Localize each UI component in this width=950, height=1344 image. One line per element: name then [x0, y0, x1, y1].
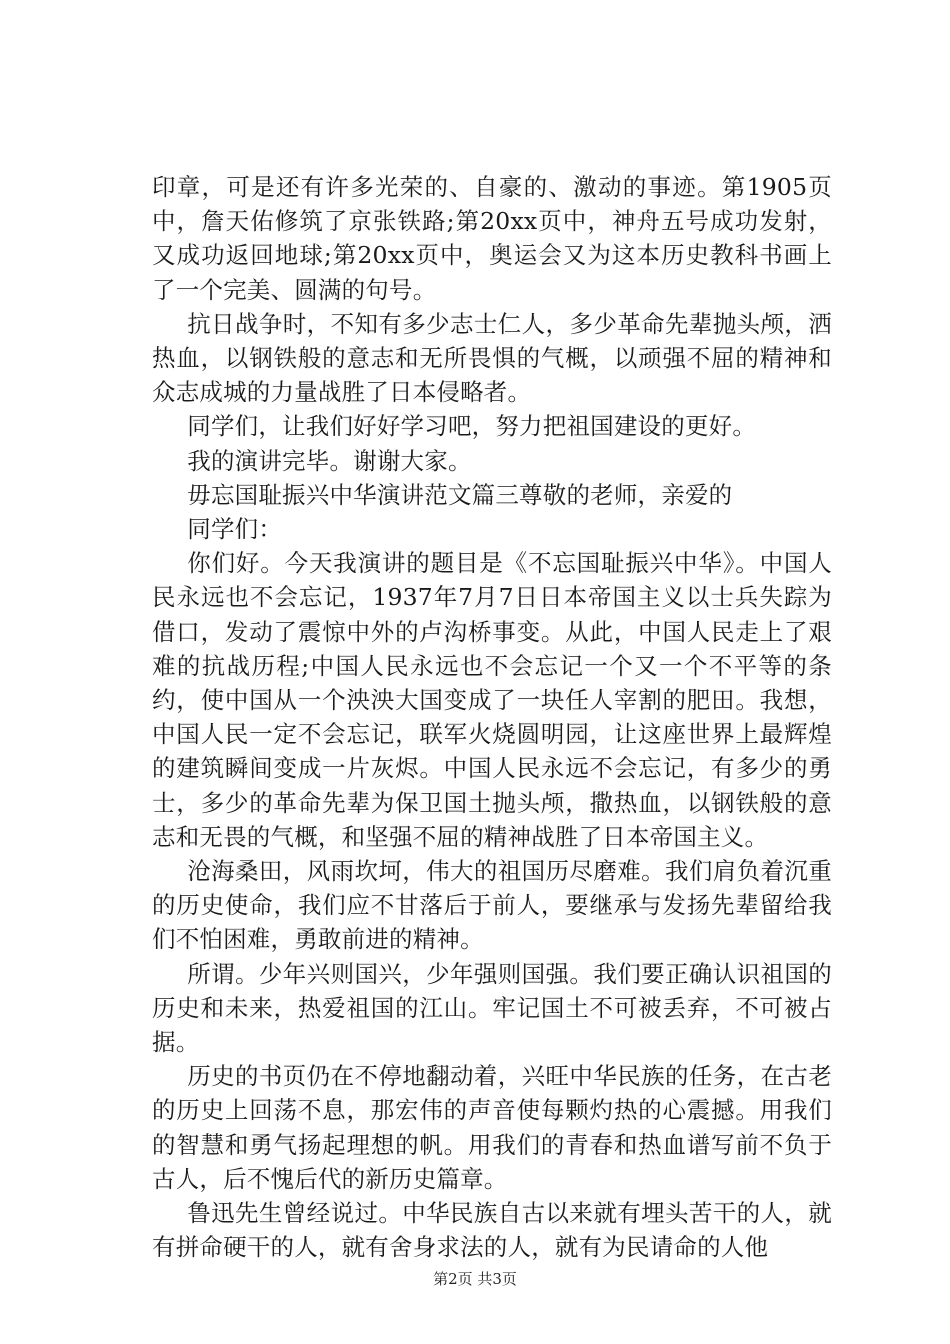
page-footer [0, 1269, 950, 1289]
paragraph-1: 印章，可是还有许多光荣的、自豪的、激动的事迹。第1905页中，詹天佑修筑了京张铁路;第20xx页中，神舟五号成功发射，又成功返回地球;第20xx页中，奥运会又为这本历史教科书画上了一个完美、圆满的句号。 [152, 173, 832, 304]
paragraph-10: 历史的书页仍在不停地翻动着，兴旺中华民族的任务，在古老的历史上回荡不息，那宏伟的声音使每颗灼热的心震撼。用我们的智慧和勇气扬起理想的帆。用我们的青春和热血谱写前不负于古人，后不愧后代的新历史篇章。 [152, 1062, 832, 1193]
page-number: 第2页 [433, 1270, 473, 1288]
paragraph-2: 抗日战争时，不知有多少志士仁人，多少革命先辈抛头颅，洒热血，以钢铁般的意志和无所畏惧的气概，以顽强不屈的精神和众志成城的力量战胜了日本侵略者。 [152, 309, 832, 407]
paragraph-7: 你们好。今天我演讲的题目是《不忘国耻振兴中华》。中国人民永远也不会忘记，1937年7月7日日本帝国主义以士兵失踪为借口，发动了震惊中外的卢沟桥事变。从此，中国人民走上了艰难的抗战历程;中国人民永远也不会忘记一个又一个不平等的条约，使中国从一个泱泱大国变成了一块任人宰割的肥田。我想，中国人民一定不会忘记，联军火烧圆明园，让这座世界上最辉煌的建筑瞬间变成一片灰烬。中国人民永远不会忘记，有多少的勇士，多少的革命先辈为保卫国土抛头颅，撒热血，以钢铁般的意志和无畏的气概，和坚强不屈的精神战胜了日本帝国主义。 [152, 549, 832, 851]
paragraph-11: 鲁迅先生曾经说过。中华民族自古以来就有埋头苦干的人，就有拼命硬干的人，就有舍身求法的人，就有为民请命的人他 [152, 1199, 832, 1262]
section-heading: 毋忘国耻振兴中华演讲范文篇三尊敬的老师，亲爱的 [187, 480, 733, 509]
page-total: 共3页 [477, 1270, 517, 1288]
paragraph-4: 我的演讲完毕。谢谢大家。 [187, 446, 472, 475]
paragraph-9: 所谓。少年兴则国兴，少年强则国强。我们要正确认识祖国的历史和未来，热爱祖国的江山。牢记国土不可被丢弃，不可被占据。 [152, 959, 832, 1057]
paragraph-3: 同学们，让我们好好学习吧，努力把祖国建设的更好。 [187, 412, 757, 441]
salutation: 同学们： [187, 515, 283, 544]
paragraph-8: 沧海桑田，风雨坎坷，伟大的祖国历尽磨难。我们肩负着沉重的历史使命，我们应不甘落后于前人，要继承与发扬先辈留给我们不怕困难，勇敢前进的精神。 [152, 857, 832, 954]
document-body [152, 170, 832, 1265]
